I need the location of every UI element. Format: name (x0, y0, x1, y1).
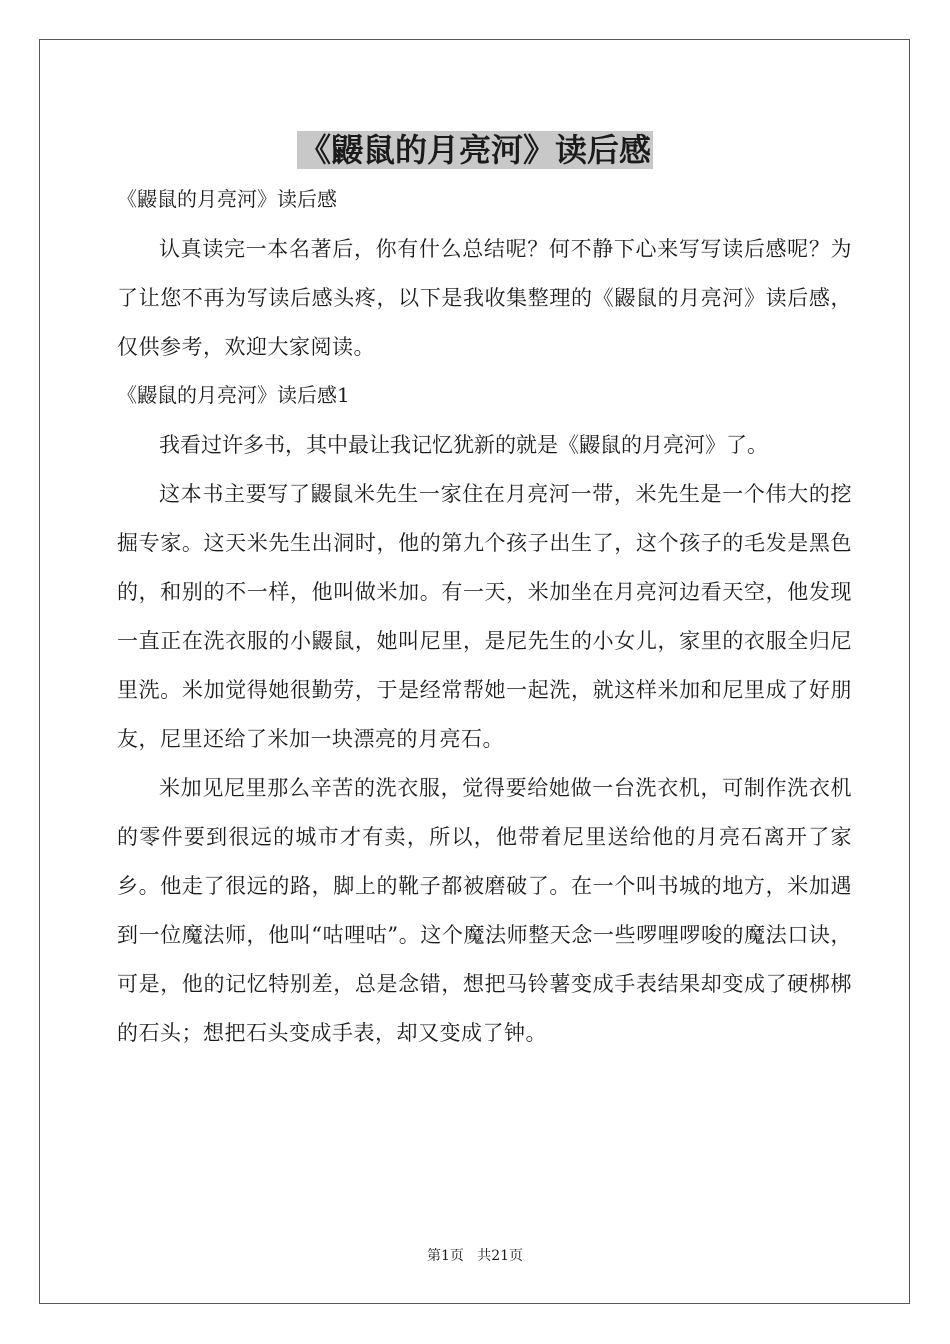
intro-paragraph: 认真读完一本名著后，你有什么总结呢？何不静下心来写写读后感呢？为了让您不再为写读后感头疼，以下是我收集整理的《鼹鼠的月亮河》读后感，仅供参考，欢迎大家阅读。 (117, 237, 852, 359)
section-heading: 《鼹鼠的月亮河》读后感1 (117, 383, 350, 407)
document-subtitle: 《鼹鼠的月亮河》读后感 (117, 187, 337, 211)
body-paragraph-2: 这本书主要写了鼹鼠米先生一家住在月亮河一带，米先生是一个伟大的挖掘专家。这天米先生出洞时，他的第九个孩子出生了，这个孩子的毛发是黑色的，和别的不一样，他叫做米加。有一天，米加坐在月亮河边看天空，他发现一直正在洗衣服的小鼹鼠，她叫尼里，是尼先生的小女儿，家里的衣服全归尼里洗。米加觉得她很勤劳，于是经常帮她一起洗，就这样米加和尼里成了好朋友，尼里还给了米加一块漂亮的月亮石。 (117, 482, 852, 751)
body-paragraph-3: 米加见尼里那么辛苦的洗衣服，觉得要给她做一台洗衣机，可制作洗衣机的零件要到很远的城市才有卖，所以，他带着尼里送给他的月亮石离开了家乡。他走了很远的路，脚上的靴子都被磨破了。在一个叫书城的地方，米加遇到一位魔法师，他叫“咕哩咕”。这个魔法师整天念一些啰哩啰唆的魔法口诀，可是，他的记忆特别差，总是念错，想把马铃薯变成手表结果却变成了硬梆梆的石头；想把石头变成手表，却又变成了钟。 (117, 776, 852, 1045)
page-number-footer: 第1页 共21页 (426, 1248, 524, 1264)
body-paragraph-1: 我看过许多书，其中最让我记忆犹新的就是《鼹鼠的月亮河》了。 (159, 433, 768, 457)
document-title (0, 125, 950, 175)
document-title-text: 《鼹鼠的月亮河》读后感 (298, 131, 651, 169)
document-body (117, 176, 852, 1058)
